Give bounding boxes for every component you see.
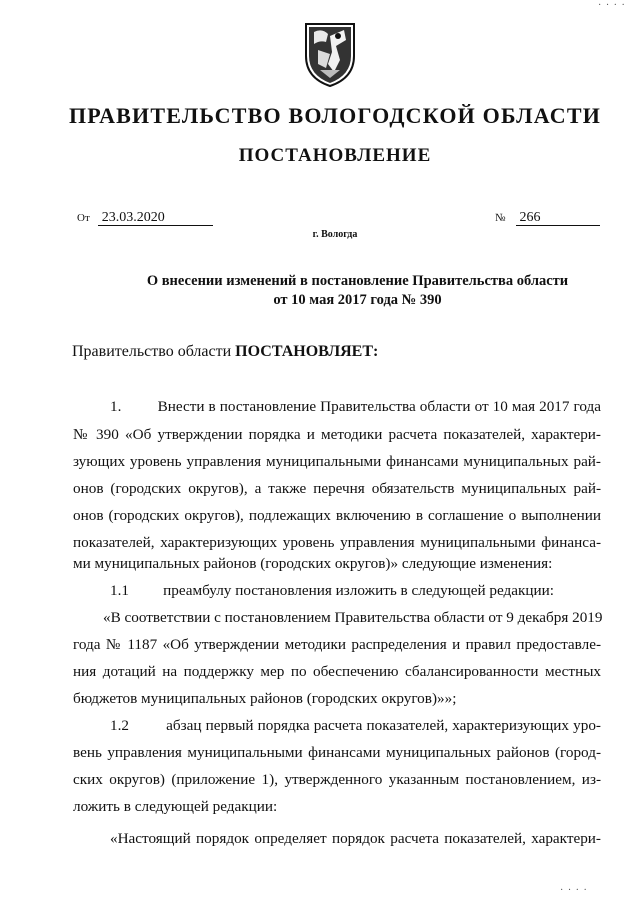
body-line: «В соответствии с постановлением Правительства области от 9 декабря 2019 — [103, 609, 603, 626]
body-line: ложить в следующей редакции: — [73, 798, 278, 815]
body-line: № 390 «Об утверждении порядка и методики расчета показателей, характери- — [73, 426, 601, 443]
resolves-statement — [72, 343, 378, 361]
government-title: ПРАВИТЕЛЬСТВО ВОЛОГОДСКОЙ ОБЛАСТИ — [68, 103, 602, 128]
resolves-prefix: Правительство области — [72, 343, 236, 360]
document-type: ПОСТАНОВЛЕНИЕ — [238, 145, 432, 166]
body-line: показателей, характеризующих уровень управления муниципальными финанса- — [73, 534, 601, 551]
body-line: 1.2 абзац первый порядка расчета показателей, характеризующих уро- — [110, 717, 601, 734]
scan-artifact: · · · · — [560, 885, 588, 896]
body-line: ми муниципальных районов (городских округов)» следующие изменения: — [73, 555, 553, 572]
vologda-coat-of-arms-icon — [300, 20, 360, 88]
body-line: онов (городских округов), подлежащих включению в соглашение о выполнении — [73, 507, 601, 524]
document-subject — [0, 272, 640, 310]
subject-line-2: от 10 мая 2017 года № 390 — [273, 292, 442, 308]
body-line: «Настоящий порядок определяет порядок расчета показателей, характери- — [110, 830, 601, 847]
subject-line-1: О внесении изменений в постановление Правительства области — [146, 273, 569, 289]
number-label: № — [495, 212, 506, 224]
body-line: онов (городских округов), а также перечня обязательств муниципальных рай- — [73, 480, 601, 497]
resolves-keyword: ПОСТАНОВЛЯЕТ: — [235, 343, 379, 360]
city-label: г. Вологда — [312, 229, 358, 240]
number-value: 266 — [516, 210, 600, 226]
body-line: ских округов) (приложение 1), утвержденного указанным постановлением, из- — [73, 771, 601, 788]
scan-artifact: · · · · — [598, 0, 626, 11]
date-label: От — [77, 212, 90, 224]
body-line: года № 1187 «Об утверждении методики распределения и правил предоставле- — [73, 636, 601, 653]
date-value: 23.03.2020 — [98, 210, 213, 226]
body-line: бюджетов муниципальных районов (городских округов)»»; — [73, 690, 457, 707]
body-line: ния дотаций на поддержку мер по обеспечению сбалансированности местных — [73, 663, 601, 680]
date-row — [77, 210, 213, 226]
body-line: зующих уровень управления муниципальными финансами муниципальных рай- — [73, 453, 601, 470]
number-row — [495, 210, 600, 226]
body-line: вень управления муниципальными финансами муниципальных районов (город- — [73, 744, 601, 761]
body-line: 1.1 преамбулу постановления изложить в следующей редакции: — [110, 582, 554, 599]
body-line: 1. Внести в постановление Правительства области от 10 мая 2017 года — [110, 398, 601, 415]
